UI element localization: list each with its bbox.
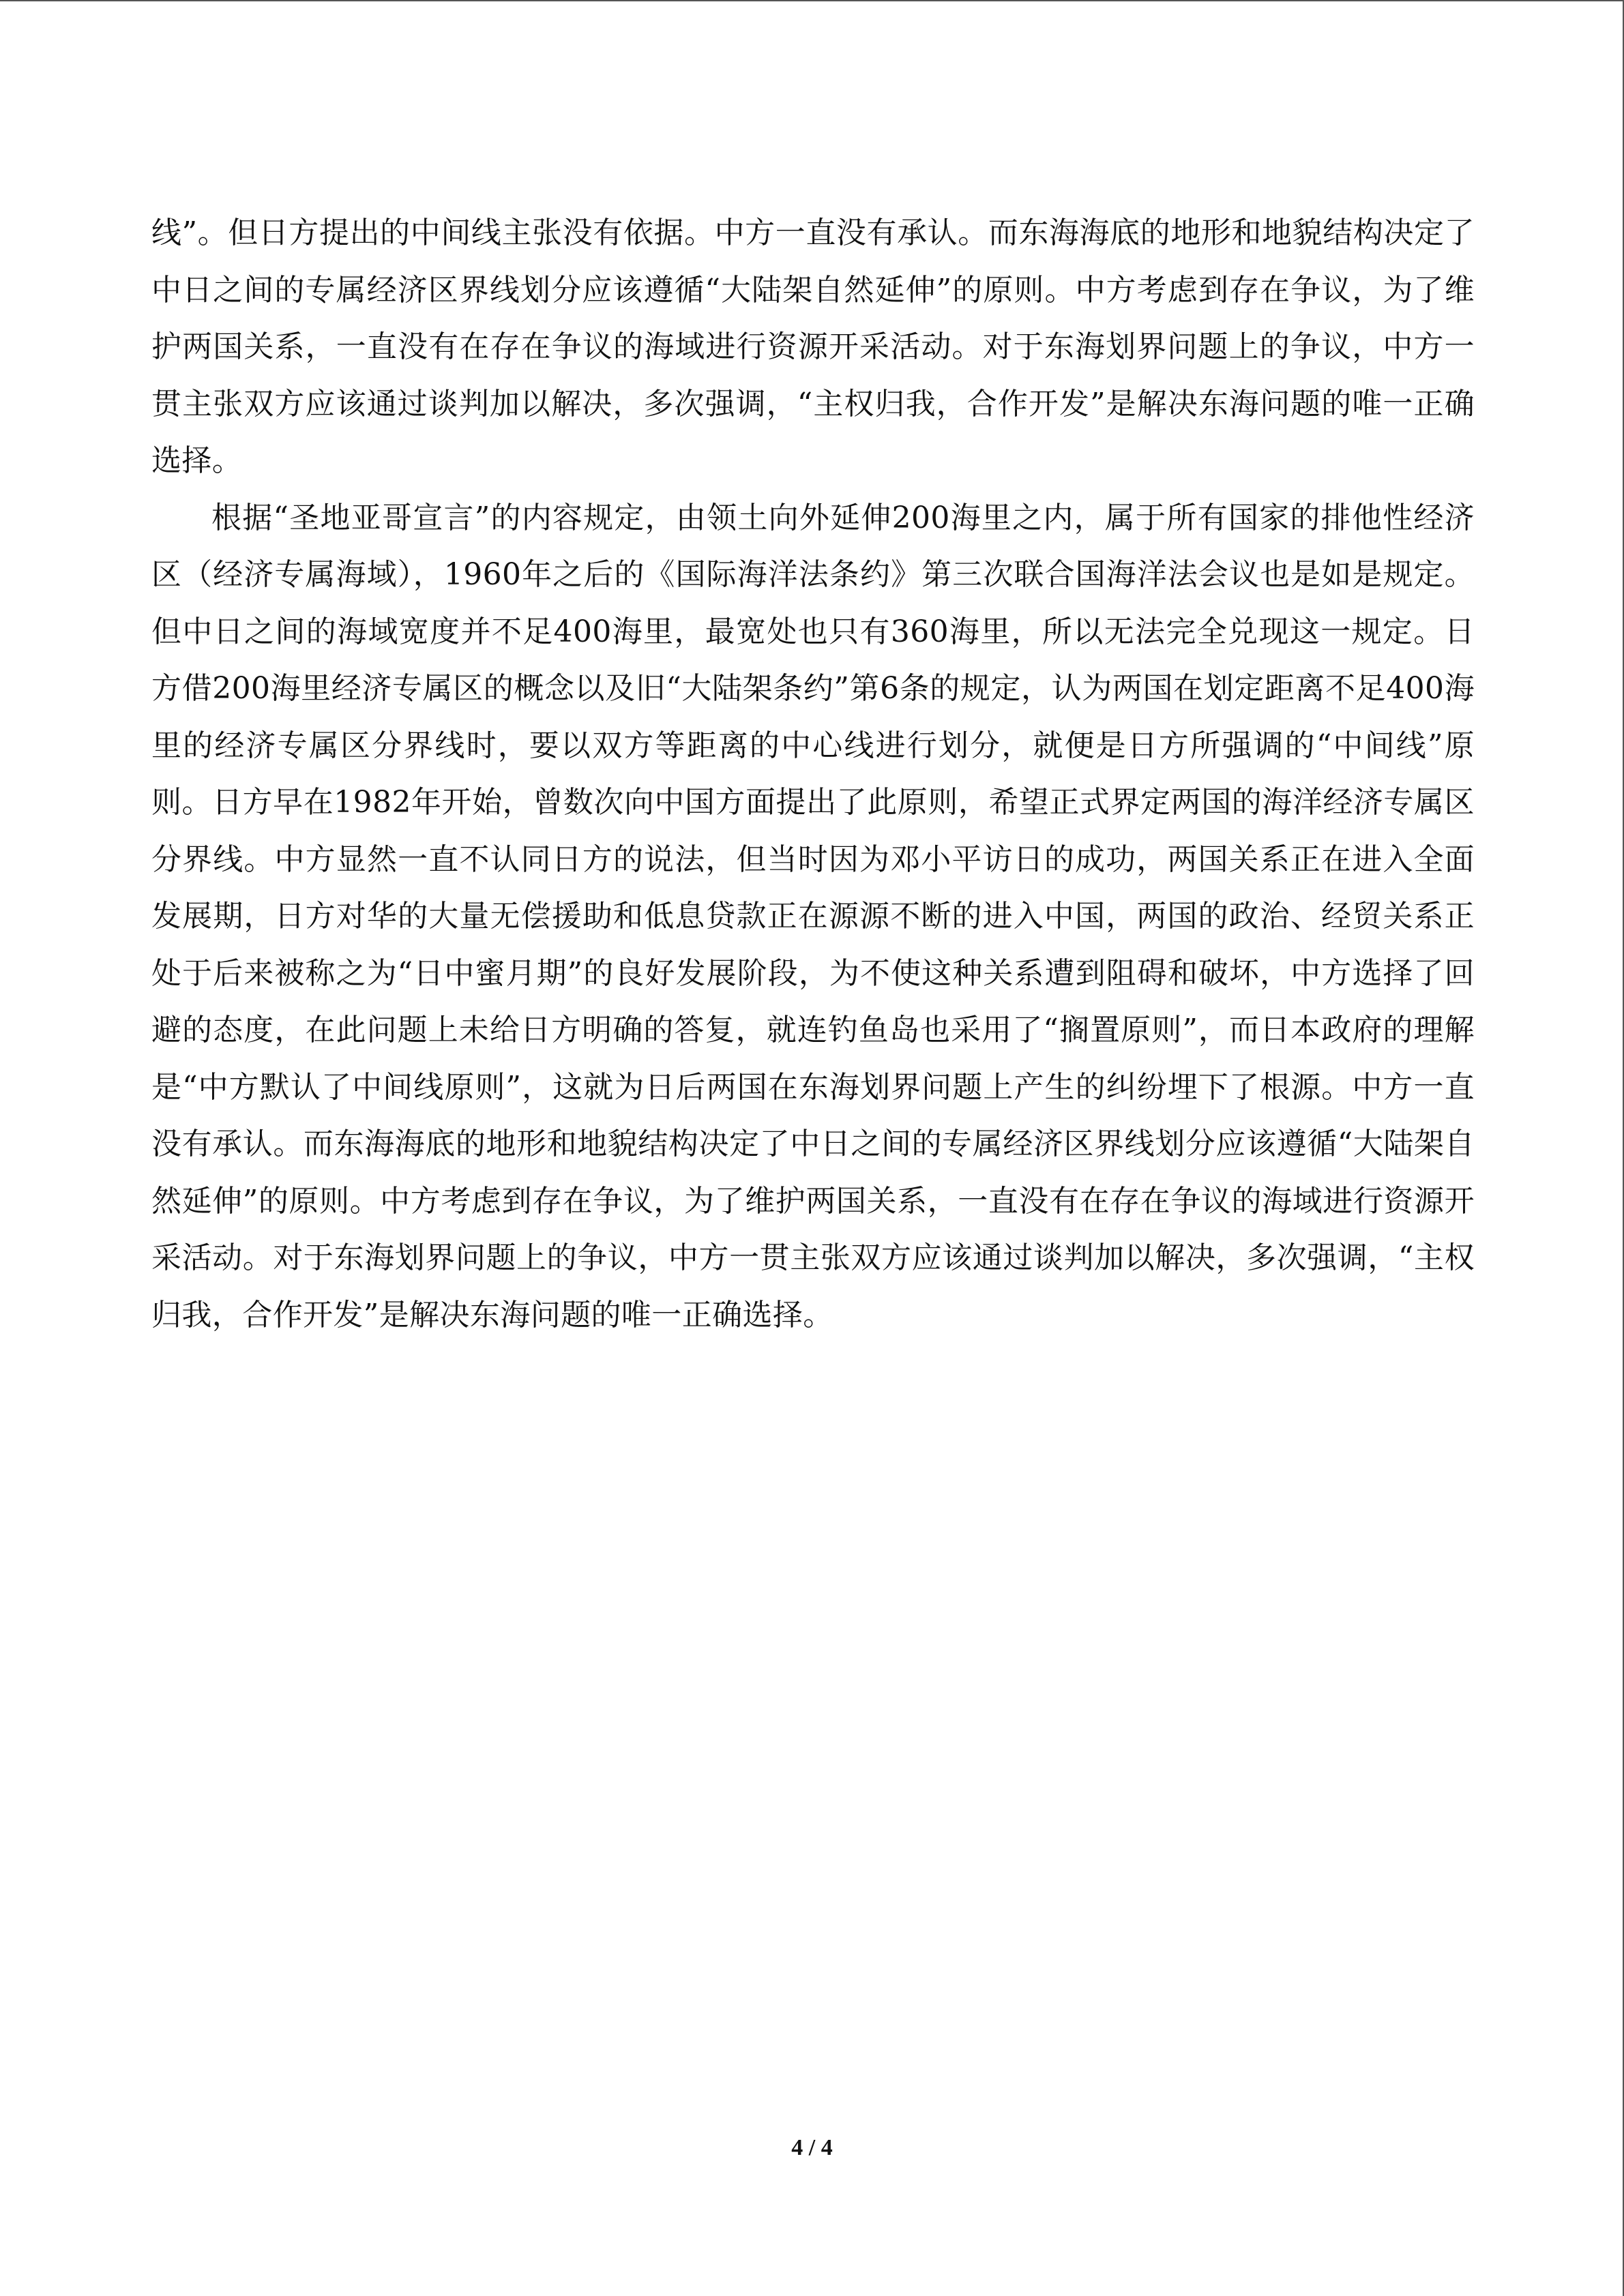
body-paragraph-continued: 线”。但日方提出的中间线主张没有依据。中方一直没有承认。而东海海底的地形和地貌结构决定了中日之间的专属经济区界线划分应该遵循“大陆架自然延伸”的原则。中方考虑到存在争议，为了维护两国关系，一直没有在存在争议的海域进行资源开采活动。对于东海划界问题上的争议，中方一贯主张双方应该通过谈判加以解决，多次强调，“主权归我，合作开发”是解决东海问题的唯一正确选择。 [151, 215, 1475, 478]
page-body [151, 205, 1475, 1343]
body-paragraph-santiago-declaration: 根据“圣地亚哥宣言”的内容规定，由领土向外延伸200海里之内，属于所有国家的排他性经济区（经济专属海域），1960年之后的《国际海洋法条约》第三次联合国海洋法会议也是如是规定。但中日之间的海域宽度并不足400海里，最宽处也只有360海里，所以无法完全兑现这一规定。日方借200海里经济专属区的概念以及旧“大陆架条约”第6条的规定，认为两国在划定距离不足400海里的经济专属区分界线时，要以双方等距离的中心线进行划分，就便是日方所强调的“中间线”原则。日方早在1982年开始，曾数次向中国方面提出了此原则，希望正式界定两国的海洋经济专属区分界线。中方显然一直不认同日方的说法，但当时因为邓小平访日的成功，两国关系正在进入全面发展期，日方对华的大量无偿援助和低息贷款正在源源不断的进入中国，两国的政治、经贸关系正处于后来被称之为“日中蜜月期”的良好发展阶段，为不使这种关系遭到阻碍和破坏，中方选择了回避的态度，在此问题上未给日方明确的答复，就连钓鱼岛也采用了“搁置原则”，而日本政府的理解是“中方默认了中间线原则”，这就为日后两国在东海划界问题上产生的纠纷埋下了根源。中方一直没有承认。而东海海底的地形和地貌结构决定了中日之间的专属经济区界线划分应该遵循“大陆架自然延伸”的原则。中方考虑到存在争议，为了维护两国关系，一直没有在存在争议的海域进行资源开采活动。对于东海划界问题上的争议，中方一贯主张双方应该通过谈判加以解决，多次强调，“主权归我，合作开发”是解决东海问题的唯一正确选择。 [151, 500, 1475, 1332]
page-number: 4 / 4 [791, 2135, 833, 2160]
